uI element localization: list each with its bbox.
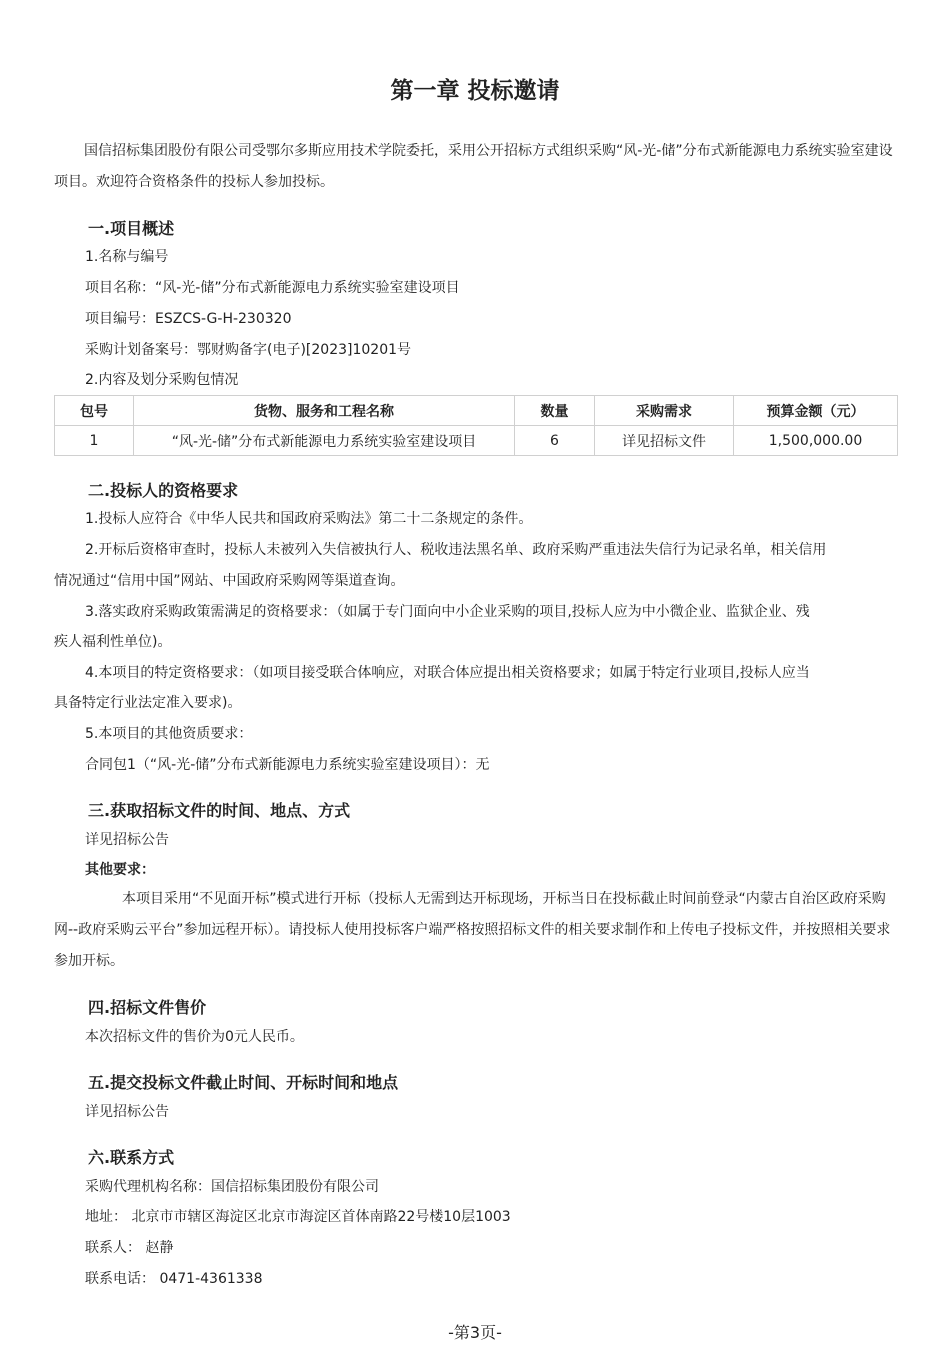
contact-phone: 联系电话： 0471-4361338 [85, 1271, 263, 1287]
agency-name: 采购代理机构名称：国信招标集团股份有限公司 [85, 1179, 379, 1195]
plan-number: 采购计划备案号：鄂财购备字(电子)[2023]10201号 [85, 342, 412, 358]
header-quantity: 数量 [515, 396, 595, 426]
qualification-item-4-cont: 具备特定行业法定准入要求)。 [54, 695, 242, 711]
other-requirements-label: 其他要求： [85, 862, 155, 878]
project-name: 项目名称：“风-光-储”分布式新能源电力系统实验室建设项目 [85, 280, 460, 296]
contact-person: 联系人： 赵静 [85, 1240, 174, 1256]
section5-heading: 五.提交投标文件截止时间、开标时间和地点 [88, 1073, 399, 1092]
project-number: 项目编号：ESZCS-G-H-230320 [85, 311, 292, 327]
cell-quantity: 6 [515, 426, 595, 456]
header-budget: 预算金额（元） [734, 396, 898, 426]
section3-heading: 三.获取招标文件的时间、地点、方式 [88, 801, 351, 820]
table-header-row [55, 396, 898, 426]
section1-heading: 一.项目概述 [88, 219, 175, 238]
header-item-name: 货物、服务和工程名称 [134, 396, 515, 426]
intro-paragraph: 国信招标集团股份有限公司受鄂尔多斯应用技术学院委托，采用公开招标方式组织采购“风-光-储”分布式新能源电力系统实验室建设项目。欢迎符合资格条件的投标人参加投标。 [54, 143, 893, 190]
qualification-item-5-detail: 合同包1（“风-光-储”分布式新能源电力系统实验室建设项目）：无 [85, 757, 490, 773]
subheading-packages: 2.内容及划分采购包情况 [85, 372, 239, 388]
page-title: 第一章 投标邀请 [390, 78, 560, 104]
qualification-item-3-cont: 疾人福利性单位)。 [54, 634, 172, 650]
cell-budget: 1,500,000.00 [734, 426, 898, 456]
table-row [55, 426, 898, 456]
section6-heading: 六.联系方式 [88, 1148, 175, 1167]
page-number: -第3页- [448, 1323, 502, 1342]
cell-item-name: “风-光-储”分布式新能源电力系统实验室建设项目 [134, 426, 515, 456]
qualification-item-4: 4.本项目的特定资格要求：（如项目接受联合体响应，对联合体应提出相关资格要求；如属于特定行业项目,投标人应当 [85, 665, 810, 681]
section3-text: 详见招标公告 [85, 832, 169, 848]
qualification-item-3: 3.落实政府采购政策需满足的资格要求：（如属于专门面向中小企业采购的项目,投标人应为中小微企业、监狱企业、残 [85, 604, 810, 620]
qualification-item-2-cont: 情况通过“信用中国”网站、中国政府采购网等渠道查询。 [54, 573, 405, 589]
qualification-item-1: 1.投标人应符合《中华人民共和国政府采购法》第二十二条规定的条件。 [85, 511, 533, 527]
header-requirement: 采购需求 [595, 396, 734, 426]
qualification-item-2: 2.开标后资格审查时，投标人未被列入失信被执行人、税收违法黑名单、政府采购严重违法失信行为记录名单，相关信用 [85, 542, 827, 558]
package-table [54, 395, 898, 456]
section4-heading: 四.招标文件售价 [88, 998, 207, 1017]
header-package-no: 包号 [55, 396, 134, 426]
cell-requirement: 详见招标文件 [595, 426, 734, 456]
section4-text: 本次招标文件的售价为0元人民币。 [85, 1029, 304, 1045]
other-requirements-text: 本项目采用“不见面开标”模式进行开标（投标人无需到达开标现场，开标当日在投标截止时间前登录“内蒙古自治区政府采购网--政府采购云平台”参加远程开标）。请投标人使用投标客户端严格按照招标文件的相关要求制作和上传电子投标文件，并按照相关要求参加开标。 [54, 891, 891, 969]
qualification-item-5: 5.本项目的其他资质要求： [85, 726, 253, 742]
section5-text: 详见招标公告 [85, 1104, 169, 1120]
cell-package-no: 1 [55, 426, 134, 456]
section2-heading: 二.投标人的资格要求 [88, 481, 239, 500]
agency-address: 地址： 北京市市辖区海淀区北京市海淀区首体南路22号楼10层1003 [85, 1209, 511, 1225]
subheading-name-number: 1.名称与编号 [85, 249, 169, 265]
